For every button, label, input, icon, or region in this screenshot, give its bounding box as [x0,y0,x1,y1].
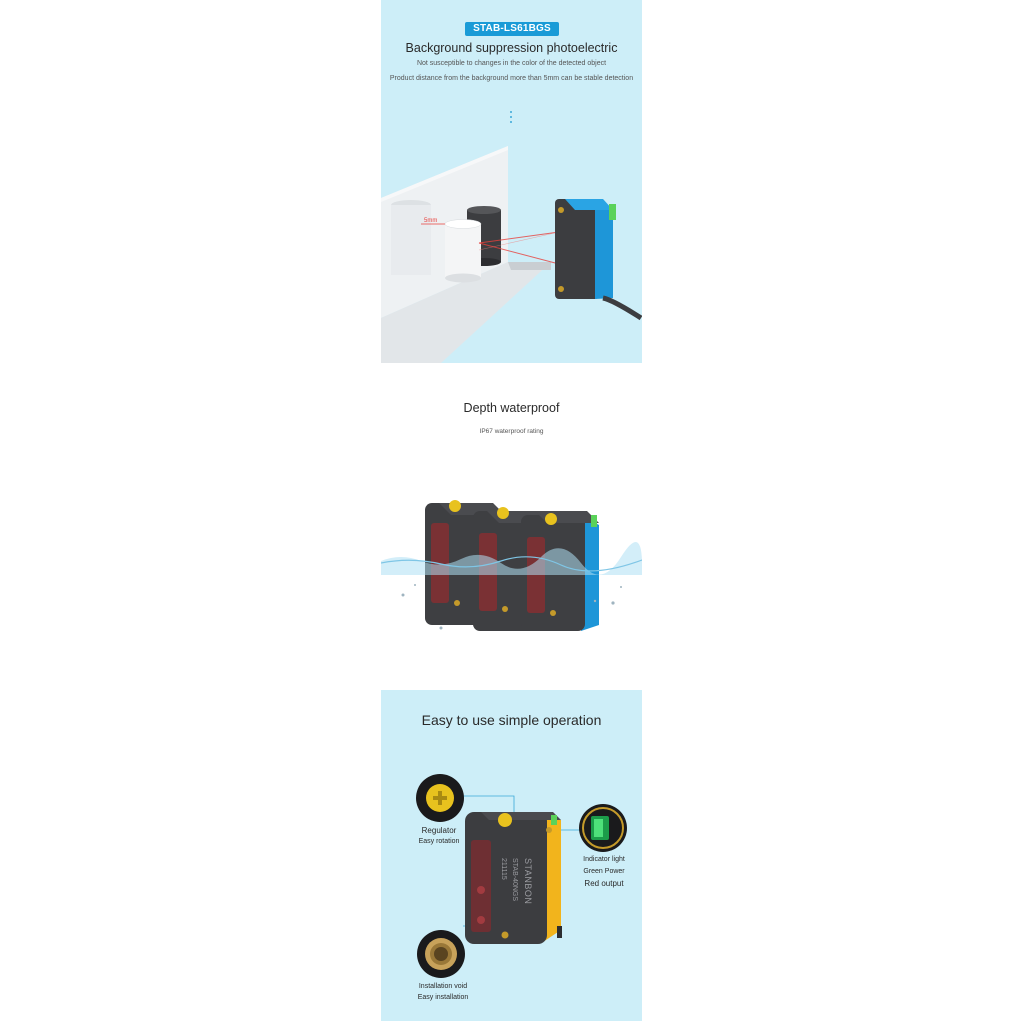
section1-subtitle-2: Product distance from the background more than 5mm can be stable detection [389,75,634,82]
background-suppression-panel [381,0,642,363]
waterproof-illustration [381,363,642,690]
product-brand: STANBON [523,858,533,905]
regulator-title: Regulator [421,826,457,835]
model-badge: STAB-LS61BGS [465,22,559,36]
product-serial: 211115 [500,858,507,880]
section3-title: Easy to use simple operation [421,712,602,728]
product-model: STAB-40NGS [511,858,518,902]
install-desc: Easy installation [417,994,469,1001]
dimension-label: 5mm [424,218,438,224]
regulator-desc: Easy rotation [418,838,460,845]
section1-subtitle-1: Not susceptible to changes in the color of the detected object [416,60,607,67]
indicator-zoom-icon [579,804,627,852]
section1-title: Background suppression photoelectric [405,41,618,55]
indicator-title: Indicator light [583,856,625,863]
indicator-line3: Red output [584,879,624,888]
installation-zoom-icon [417,930,465,978]
waterproof-panel [381,363,642,690]
operation-panel [381,690,642,1021]
background-suppression-illustration [381,0,642,363]
section2-subtitle: IP67 waterproof rating [479,428,544,435]
section2-title: Depth waterproof [463,401,560,415]
sensor-product [465,812,562,944]
regulator-zoom-icon [416,774,464,822]
indicator-line2: Green Power [583,868,625,875]
install-title: Installation void [418,983,468,990]
